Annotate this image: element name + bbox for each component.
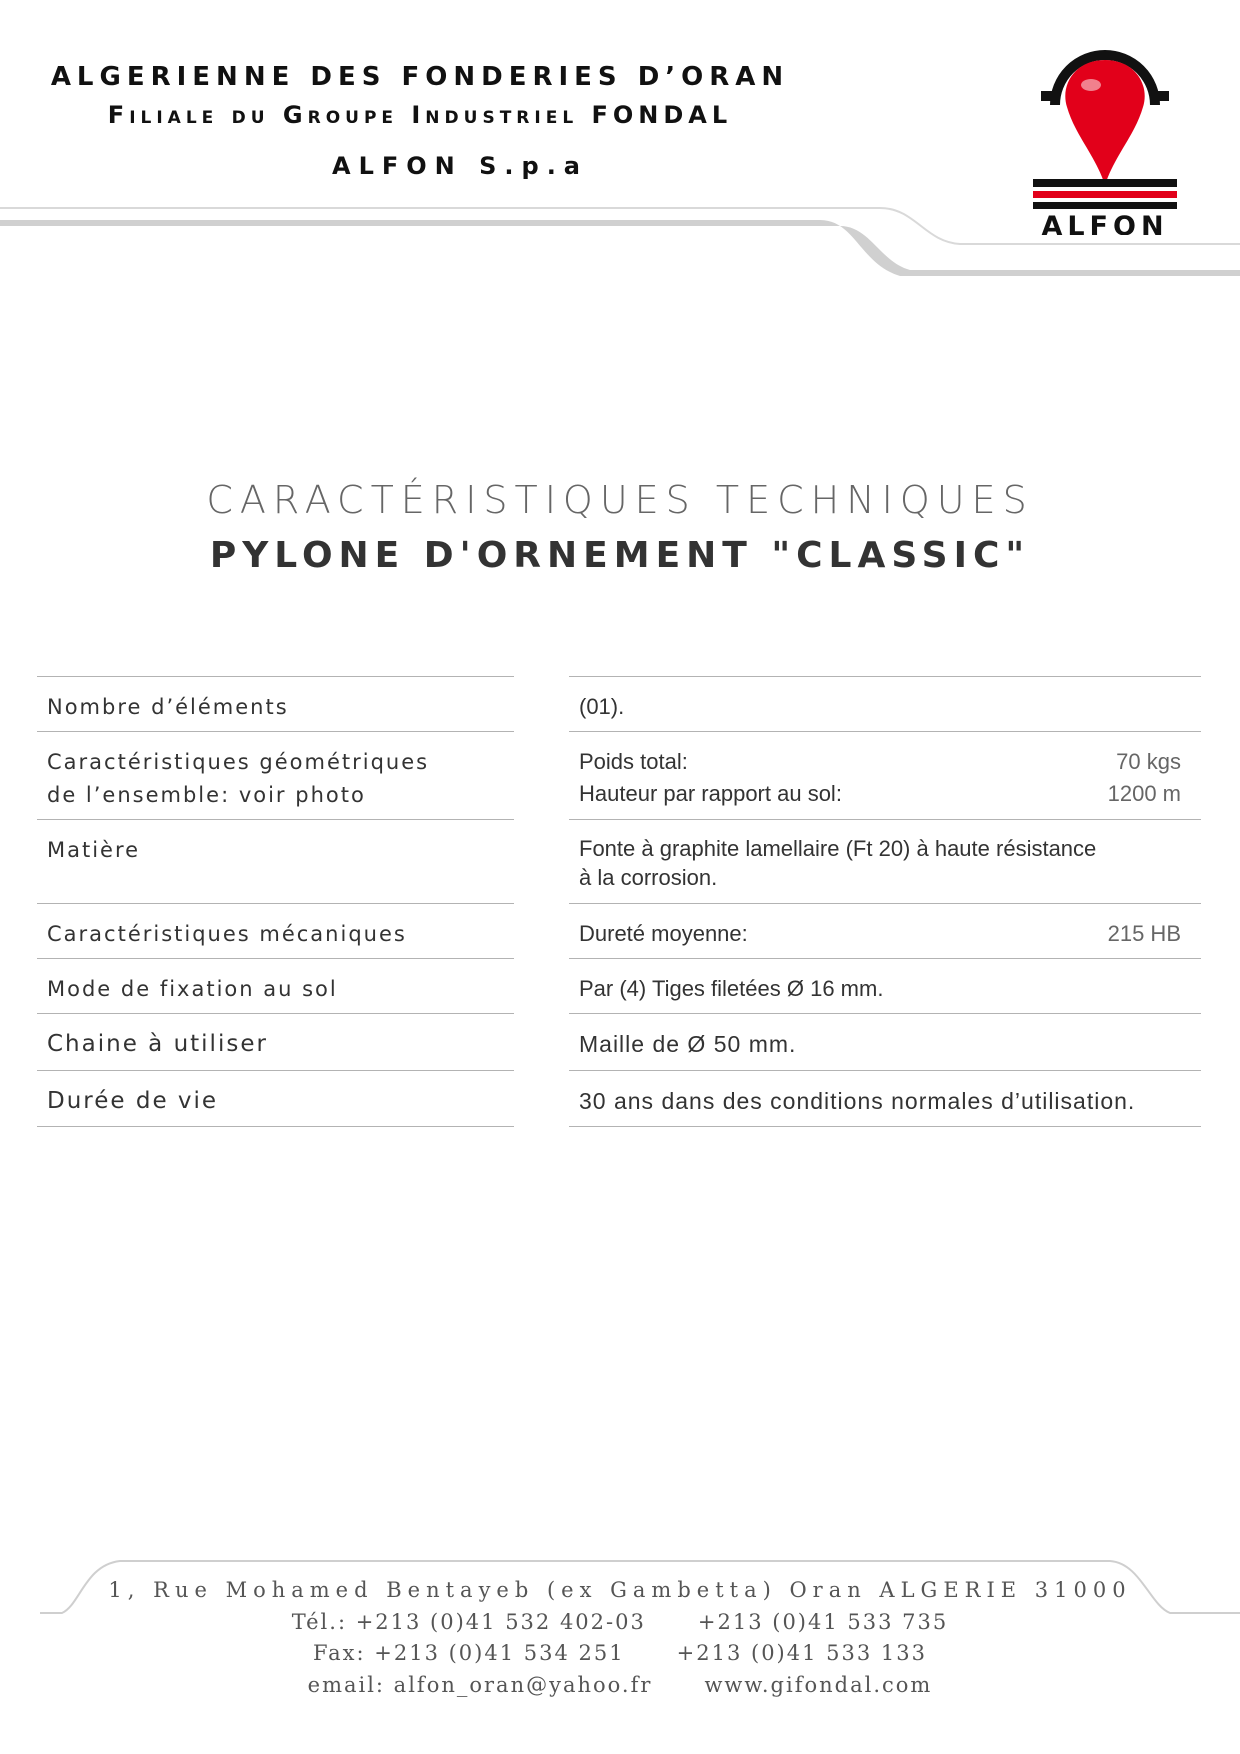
spec-label: Nombre d’éléments [47, 695, 289, 719]
spec-labels-column [37, 676, 514, 1127]
footer-fax: Fax: +213 (0)41 534 251 +213 (0)41 533 133 [313, 1641, 927, 1665]
spec-number: 215 HB [1107, 921, 1181, 946]
table-row [569, 819, 1201, 903]
company-short-name: ALFON S.p.a [332, 152, 588, 180]
spec-key: Hauteur par rapport au sol: [579, 781, 842, 806]
spec-value [569, 820, 1201, 892]
footer-address: 1, Rue Mohamed Bentayeb (ex Gambetta) Oran ALGERIE 31000 [108, 1578, 1132, 1602]
spec-value-line: Fonte à graphite lamellaire (Ft 20) à haute résistance [579, 836, 1097, 861]
table-row [37, 1070, 514, 1127]
spec-label [37, 732, 514, 812]
spec-label-line: de l’ensemble: voir photo [47, 783, 366, 807]
table-row [569, 1070, 1201, 1127]
spec-label: Caractéristiques mécaniques [47, 922, 407, 946]
spec-value: (01). [579, 694, 625, 719]
spec-label-line: Caractéristiques géométriques [47, 750, 430, 774]
footer-email-web: email: alfon_oran@yahoo.fr www.gifondal.com [307, 1673, 933, 1697]
spec-kv [579, 778, 1181, 810]
company-subsidiary: Filiale du Groupe Industriel FONDAL [107, 101, 733, 129]
spec-kv [569, 904, 1201, 950]
spec-value: Maille de Ø 50 mm. [579, 1031, 797, 1057]
table-row [37, 731, 514, 819]
logo-text: ALFON [1041, 211, 1169, 235]
table-row [37, 819, 514, 903]
table-row [569, 676, 1201, 731]
spec-kv [579, 746, 1181, 778]
table-row [569, 1013, 1201, 1070]
product-title: PYLONE D'ORNEMENT "CLASSIC" [209, 535, 1031, 576]
spec-value-line: à la corrosion. [579, 865, 718, 890]
spec-number: 1200 m [1107, 781, 1181, 806]
spec-number: 70 kgs [1116, 749, 1181, 774]
table-row [37, 1013, 514, 1070]
spec-value: 30 ans dans des conditions normales d’utilisation. [579, 1088, 1136, 1114]
spec-key: Dureté moyenne: [579, 921, 748, 946]
table-row [569, 903, 1201, 958]
section-title: CARACTÉRISTIQUES TECHNIQUES [206, 478, 1034, 522]
spec-value [569, 732, 1201, 810]
table-row [37, 958, 514, 1013]
table-row [569, 958, 1201, 1013]
company-name: ALGERIENNE DES FONDERIES D’ORAN [50, 62, 790, 92]
spec-label: Chaine à utiliser [47, 1031, 268, 1057]
table-row [37, 676, 514, 731]
spec-label: Matière [47, 838, 141, 862]
spec-key: Poids total: [579, 749, 688, 774]
alfon-logo [1025, 45, 1185, 235]
spec-label: Mode de fixation au sol [47, 977, 338, 1001]
spec-value: Par (4) Tiges filetées Ø 16 mm. [579, 976, 884, 1001]
footer-phone: Tél.: +213 (0)41 532 402-03 +213 (0)41 533 735 [291, 1610, 949, 1634]
spec-values-column [569, 676, 1201, 1127]
table-row [569, 731, 1201, 819]
spec-label: Durée de vie [47, 1088, 219, 1114]
table-row [37, 903, 514, 958]
